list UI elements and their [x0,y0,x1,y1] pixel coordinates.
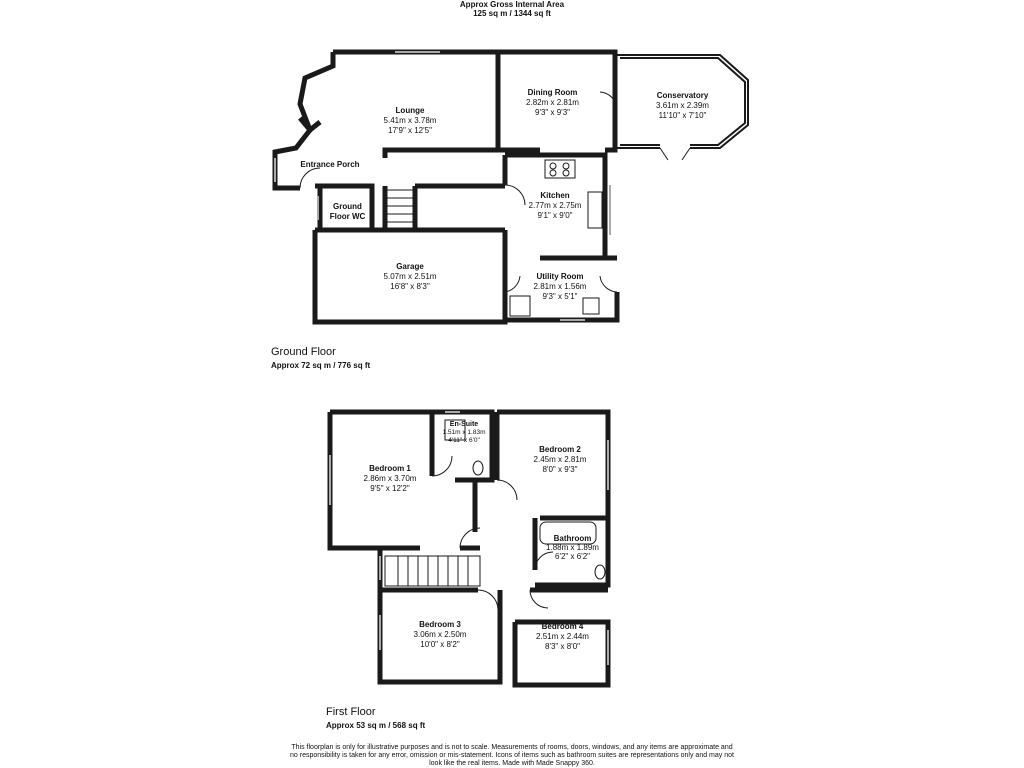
dining-room-imperial: 9'3" x 9'3" [535,108,570,117]
bedroom4-metric: 2.51m x 2.44m [536,632,589,641]
first-floor-area: Approx 53 sq m / 568 sq ft [326,721,426,730]
wc-label [320,202,375,222]
bedroom2-metric: 2.45m x 2.81m [533,455,587,464]
utility-room-imperial: 9'3" x 5'1" [542,292,578,301]
conservatory-metric: 3.61m x 2.39m [656,101,709,110]
lounge-metric: 5.41m x 3.78m [383,116,437,125]
garage-name: Garage [396,262,424,271]
dining-room-metric: 2.82m x 2.81m [526,98,579,107]
conservatory-imperial: 11'10" x 7'10" [658,111,707,120]
bedroom1-name: Bedroom 1 [369,464,411,473]
utility-room-metric: 2.81m x 1.56m [533,282,587,291]
lounge-name: Lounge [395,106,425,115]
bedroom3-label [395,620,485,650]
bedroom4-imperial: 8'3" x 8'0" [545,642,580,651]
ground-floor-area: Approx 72 sq m / 776 sq ft [271,361,371,370]
bathroom-metric: 1.88m x 1.89m [546,543,599,552]
garage-label [355,262,465,292]
porch-name: Entrance Porch [300,160,360,169]
ensuite-label [436,421,492,445]
bedroom2-name: Bedroom 2 [539,445,581,454]
utility-room-label [510,272,610,302]
disclaimer: This floorplan is only for illustrative purposes and is not to scale. Measurements of rooms, doors, windows, and any items are approximate and no responsibility is taken for any error, omission or mis-statement. Icons of items such as bathroom suites are representations only and may not look like the real items. Made with Made Snappy 360. [290,744,734,767]
porch-label [295,160,365,170]
conservatory-name: Conservatory [656,91,709,100]
kitchen-metric: 2.77m x 2.75m [528,201,582,210]
first-floor-stairs [385,556,480,586]
kitchen-label [510,191,600,221]
utility-room-name: Utility Room [536,272,584,281]
kitchen-imperial: 9'1" x 9'0" [537,211,573,220]
bedroom2-label [515,445,605,475]
conservatory-label [630,91,735,121]
lounge-walls [300,52,498,158]
ensuite-metric: 1.51m x 1.83m [442,429,486,436]
bedroom1-label [345,464,435,494]
bedroom4-name: Bedroom 4 [541,622,584,631]
ensuite-imperial: 4'11" x 6'0" [448,437,480,444]
bathroom-imperial: 6'2" x 6'2" [555,552,590,561]
bedroom3-name: Bedroom 3 [419,620,461,629]
lounge-label [350,106,470,136]
garage-metric: 5.07m x 2.51m [383,272,437,281]
kitchen-name: Kitchen [540,191,570,200]
wc-name-line1: Ground [333,202,362,211]
dining-room-label [505,88,600,118]
dining-room-name: Dining Room [527,88,578,97]
bedroom1-imperial: 9'5" x 12'2" [370,484,410,493]
lounge-imperial: 17'9" x 12'5" [388,126,432,135]
header-area: 125 sq m / 1344 sq ft [473,9,551,18]
bedroom1-metric: 2.86m x 3.70m [363,474,417,483]
ground-floor-title: Ground Floor [271,346,336,358]
bathroom-name: Bathroom [553,534,592,543]
header-title: Approx Gross Internal Area [459,0,565,9]
bathroom-label [535,534,610,561]
first-floor-title: First Floor [326,706,376,718]
wc-name-line2: Floor WC [329,212,366,221]
bedroom3-metric: 3.06m x 2.50m [413,630,467,639]
ensuite-name: En-Suite [449,421,479,428]
bedroom3-imperial: 10'0" x 8'2" [420,640,460,649]
garage-imperial: 16'8" x 8'3" [390,282,430,291]
bedroom2-imperial: 8'0" x 9'3" [542,465,578,474]
porch-walls [275,118,320,230]
bedroom4-label [520,622,605,652]
ground-floor-stairs [387,190,413,228]
